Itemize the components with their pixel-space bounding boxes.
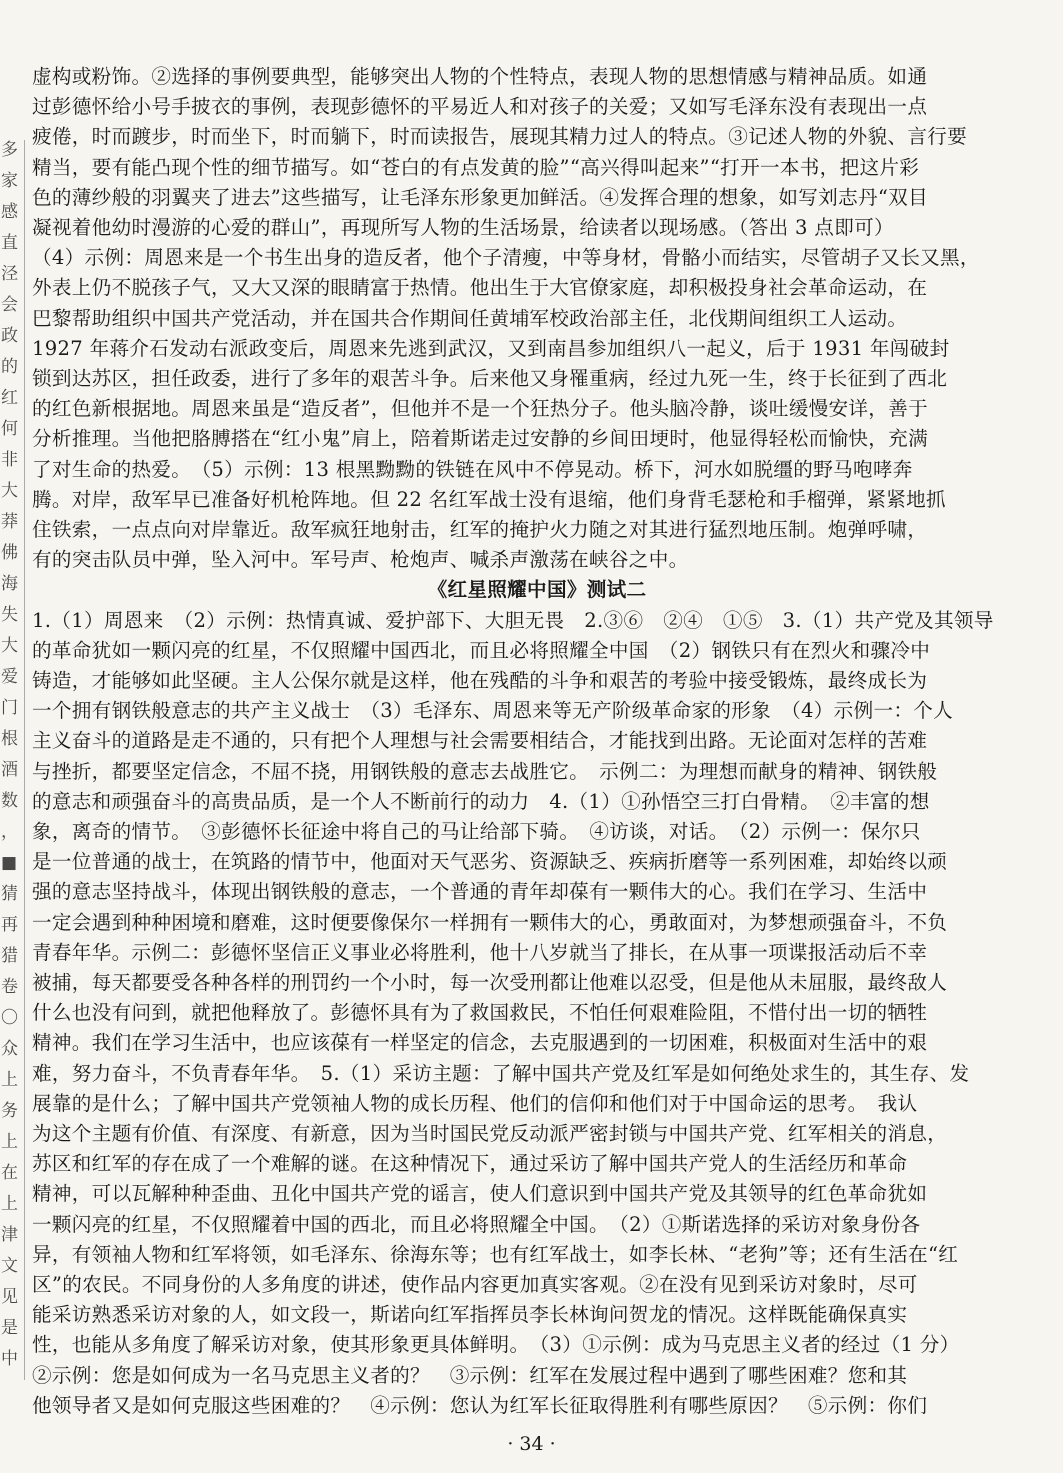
margin-char: 再 — [1, 915, 18, 935]
margin-char: 在 — [1, 1163, 18, 1183]
margin-char: 上 — [1, 1194, 18, 1214]
margin-char: 酒 — [1, 760, 18, 780]
margin-char: ， — [1, 822, 18, 842]
text-line: 难，努力奋斗，不负青春年华。 5.（1）采访主题：了解中国共产党及红军是如何绝处求生的，其生存、发 — [32, 1061, 970, 1085]
text-line: 疲倦，时而踱步，时而坐下，时而躺下，时而读报告，展现其精力过人的特点。③记述人物的外貌、言行要 — [32, 125, 968, 149]
text-line: 腾。对岸，敌军早已准备好机枪阵地。但 22 名红军战士没有退缩，他们身背毛瑟枪和手榴弹，紧紧地抓 — [32, 487, 946, 511]
text-line: 精神，可以瓦解种种歪曲、丑化中国共产党的谣言，使人们意识到中国共产党及其领导的红色革命犹如 — [32, 1182, 928, 1206]
margin-char: 大 — [1, 481, 18, 501]
margin-char: 家 — [1, 171, 18, 191]
margin-char: ■ — [1, 853, 18, 873]
margin-char: 津 — [1, 1225, 18, 1245]
text-line: ②示例：您是如何成为一名马克思主义者的？ ③示例：红军在发展过程中遇到了哪些困难？您和其 — [32, 1363, 908, 1387]
margin-char: 感 — [1, 202, 18, 222]
margin-divider — [24, 140, 25, 1380]
margin-char: 红 — [1, 388, 18, 408]
margin-char: 是 — [1, 1318, 18, 1338]
text-line: 是一位普通的战士，在筑路的情节中，他面对天气恶劣、资源缺乏、疾病折磨等一系列困难，却始终以顽 — [32, 850, 948, 874]
text-line: 精神。我们在学习生活中，也应该葆有一样坚定的信念，去克服遇到的一切困难，积极面对生活中的艰 — [32, 1031, 928, 1055]
text-line: 异，有领袖人物和红军将领，如毛泽东、徐海东等；也有红军战士，如李长林、“老狗”等；还有生活在“红 — [32, 1242, 959, 1266]
text-line: 与挫折，都要坚定信念，不屈不挠，用钢铁般的意志去战胜它。 示例二：为理想而献身的精神、钢铁般 — [32, 759, 938, 783]
text-line: 锁到达苏区，担任政委，进行了多年的艰苦斗争。后来他又身罹重病，经过九死一生，终于长征到了西北 — [32, 367, 948, 390]
margin-char: 直 — [1, 233, 18, 253]
text-line: 区”的农民。不同身份的人多角度的讲述，使作品内容更加真实客观。②在没有见到采访对象时，尽可 — [32, 1273, 918, 1296]
text-line: 强的意志坚持战斗，体现出钢铁般的意志，一个普通的青年却葆有一颗伟大的心。我们在学习、生活中 — [32, 880, 928, 904]
text-line: 有的突击队员中弹，坠入河中。军号声、枪炮声、喊杀声激荡在峡谷之中。 — [32, 548, 689, 572]
margin-char: 政 — [1, 326, 18, 346]
text-line: 1.（1）周恩来 （2）示例：热情真诚、爱护部下、大胆无畏 2.③⑥ ②④ ①⑤ 3.（1）共产党及其领导 — [32, 608, 994, 632]
margin-char: 的 — [1, 357, 18, 377]
text-line: 为这个主题有价值、有深度、有新意，因为当时国民党反动派严密封锁与中国共产党、红军相关的消息， — [32, 1122, 948, 1145]
text-line: 他领导者又是如何克服这些困难的？ ④示例：您认为红军长征取得胜利有哪些原因？ ⑤示例：你们 — [32, 1393, 928, 1417]
text-line: 凝视着他幼时漫游的心爱的群山”，再现所写人物的生活场景，给读者以现场感。（答出 3 点即可） — [32, 216, 894, 239]
text-line: 1927 年蒋介石发动右派政变后，周恩来先逃到武汉，又到南昌参加组织八一起义，后于 1931 年闯破封 — [32, 336, 950, 360]
text-line: 分析推理。当他把胳膊搭在“红小鬼”肩上，陪着斯诺走过安静的乡间田埂时，他显得轻松而愉快，充满 — [32, 427, 928, 451]
margin-char: 多 — [1, 140, 18, 160]
margin-char: 何 — [1, 419, 18, 439]
margin-char: 泾 — [1, 264, 18, 284]
text-line: 被捕，每天都要受各种各样的刑罚约一个小时，每一次受刑都让他难以忍受，但是他从未屈服，最终敌人 — [32, 971, 948, 994]
margin-char: 文 — [1, 1256, 18, 1276]
margin-char: 众 — [1, 1039, 18, 1059]
text-line: 象，离奇的情节。 ③彭德怀长征途中将自己的马让给部下骑。 ④访谈，对话。 （2）示例一：保尔只 — [32, 820, 921, 843]
margin-char: 海 — [1, 574, 18, 594]
margin-char: 莽 — [1, 512, 18, 532]
text-line: 一颗闪亮的红星，不仅照耀着中国的西北，而且必将照耀全中国。 （2）①斯诺选择的采访对象身份各 — [32, 1212, 921, 1236]
margin-char: 见 — [1, 1287, 18, 1307]
margin-char: 卷 — [1, 977, 18, 997]
text-line: 一定会遇到种种困境和磨难，这时便要像保尔一样拥有一颗伟大的心，勇敢面对，为梦想顽强奋斗，不负 — [32, 910, 948, 934]
text-line: 主义奋斗的道路是走不通的，只有把个人理想与社会需要相结合，才能找到出路。无论面对怎样的苦难 — [32, 729, 928, 753]
text-line: 性，也能从多角度了解采访对象，使其形象更具体鲜明。 （3）①示例：成为马克思主义者的经过（1 分） — [32, 1333, 960, 1357]
text-line: 铸造，才能够如此坚硬。主人公保尔就是这样，他在残酷的斗争和艰苦的考验中接受锻炼，最终成长为 — [32, 669, 928, 692]
page-number: · 34 · — [507, 1433, 556, 1455]
text-line: 住铁索，一点点向对岸靠近。敌军疯狂地射击，红军的掩护火力随之对其进行猛烈地压制。炮弹呼啸， — [32, 518, 928, 541]
margin-char: 爱 — [1, 667, 18, 687]
text-line: 虚构或粉饰。②选择的事例要典型，能够突出人物的个性特点，表现人物的思想情感与精神品质。如通 — [32, 65, 928, 88]
margin-char: 上 — [1, 1132, 18, 1152]
margin-char: 数 — [1, 791, 18, 811]
text-line: 的革命犹如一颗闪亮的红星，不仅照耀中国西北，而且必将照耀全中国 （2）钢铁只有在烈火和骤冷中 — [32, 638, 931, 662]
margin-char: 猜 — [1, 884, 18, 904]
text-line: （4）示例：周恩来是一个书生出身的造反者，他个子清瘦，中等身材，骨骼小而结实，尽管胡子又长又黑， — [32, 246, 980, 270]
text-line: 什么也没有问到，就把他释放了。彭德怀具有为了救国救民，不怕任何艰难险阻，不惜付出一切的牺牲 — [32, 1001, 928, 1025]
text-line: 精当，要有能凸现个性的细节描写。如“苍白的有点发黄的脸”“高兴得叫起来”“打开一本书，把这片彩 — [32, 155, 920, 179]
margin-char: 佛 — [1, 543, 18, 563]
left-margin-strip — [0, 140, 22, 1390]
margin-char: 中 — [1, 1349, 18, 1369]
text-line: 展靠的是什么；了解中国共产党领袖人物的成长历程、他们的信仰和他们对于中国命运的思考。 我认 — [32, 1091, 918, 1115]
margin-char: 务 — [1, 1101, 18, 1121]
text-line: 的意志和顽强奋斗的高贵品质，是一个人不断前行的动力 4.（1）①孙悟空三打白骨精。 ②丰富的想 — [32, 789, 930, 813]
margin-char: 大 — [1, 636, 18, 656]
text-line: 青春年华。示例二：彭德怀坚信正义事业必将胜利，他十八岁就当了排长，在从事一项谍报活动后不幸 — [32, 940, 928, 964]
text-line: 巴黎帮助组织中国共产党活动，并在国共合作期间任黄埔军校政治部主任，北伐期间组织工人运动。 — [32, 306, 908, 330]
text-line: 色的薄纱般的羽翼夹了进去”这些描写，让毛泽东形象更加鲜活。④发挥合理的想象，如写刘志丹“双目 — [32, 185, 928, 209]
text-line: 一个拥有钢铁般意志的共产主义战士 （3）毛泽东、周恩来等无产阶级革命家的形象 （4）示例一：个人 — [32, 699, 954, 723]
text-line: 苏区和红军的存在成了一个难解的谜。在这种情况下，通过采访了解中国共产党人的生活经历和革命 — [32, 1152, 908, 1176]
text-line: 的红色新根据地。周恩来虽是“造反者”，但他并不是一个狂热分子。他头脑冷静，谈吐缓慢安详，善于 — [32, 397, 928, 421]
margin-char: 〇 — [1, 1008, 18, 1028]
margin-char: 上 — [1, 1070, 18, 1090]
text-line: 能采访熟悉采访对象的人，如文段一，斯诺向红军指挥员李长林询问贺龙的情况。这样既能确保真实 — [32, 1303, 908, 1327]
margin-char: 门 — [1, 698, 18, 718]
margin-char: 失 — [1, 605, 18, 625]
margin-char: 非 — [1, 450, 18, 470]
margin-char: 会 — [1, 295, 18, 315]
section-title: 《红星照耀中国》测试二 — [427, 578, 647, 602]
text-line: 了对生命的热爱。 （5）示例：13 根黑黝黝的铁链在风中不停晃动。桥下，河水如脱缰的野马咆哮奔 — [32, 457, 913, 481]
margin-char: 根 — [1, 729, 18, 749]
text-line: 过彭德怀给小号手披衣的事例，表现彭德怀的平易近人和对孩子的关爱；又如写毛泽东没有表现出一点 — [32, 95, 928, 119]
margin-char: 猎 — [1, 946, 18, 966]
text-line: 外表上仍不脱孩子气，又大又深的眼睛富于热情。他出生于大官僚家庭，却积极投身社会革命运动，在 — [32, 276, 928, 300]
